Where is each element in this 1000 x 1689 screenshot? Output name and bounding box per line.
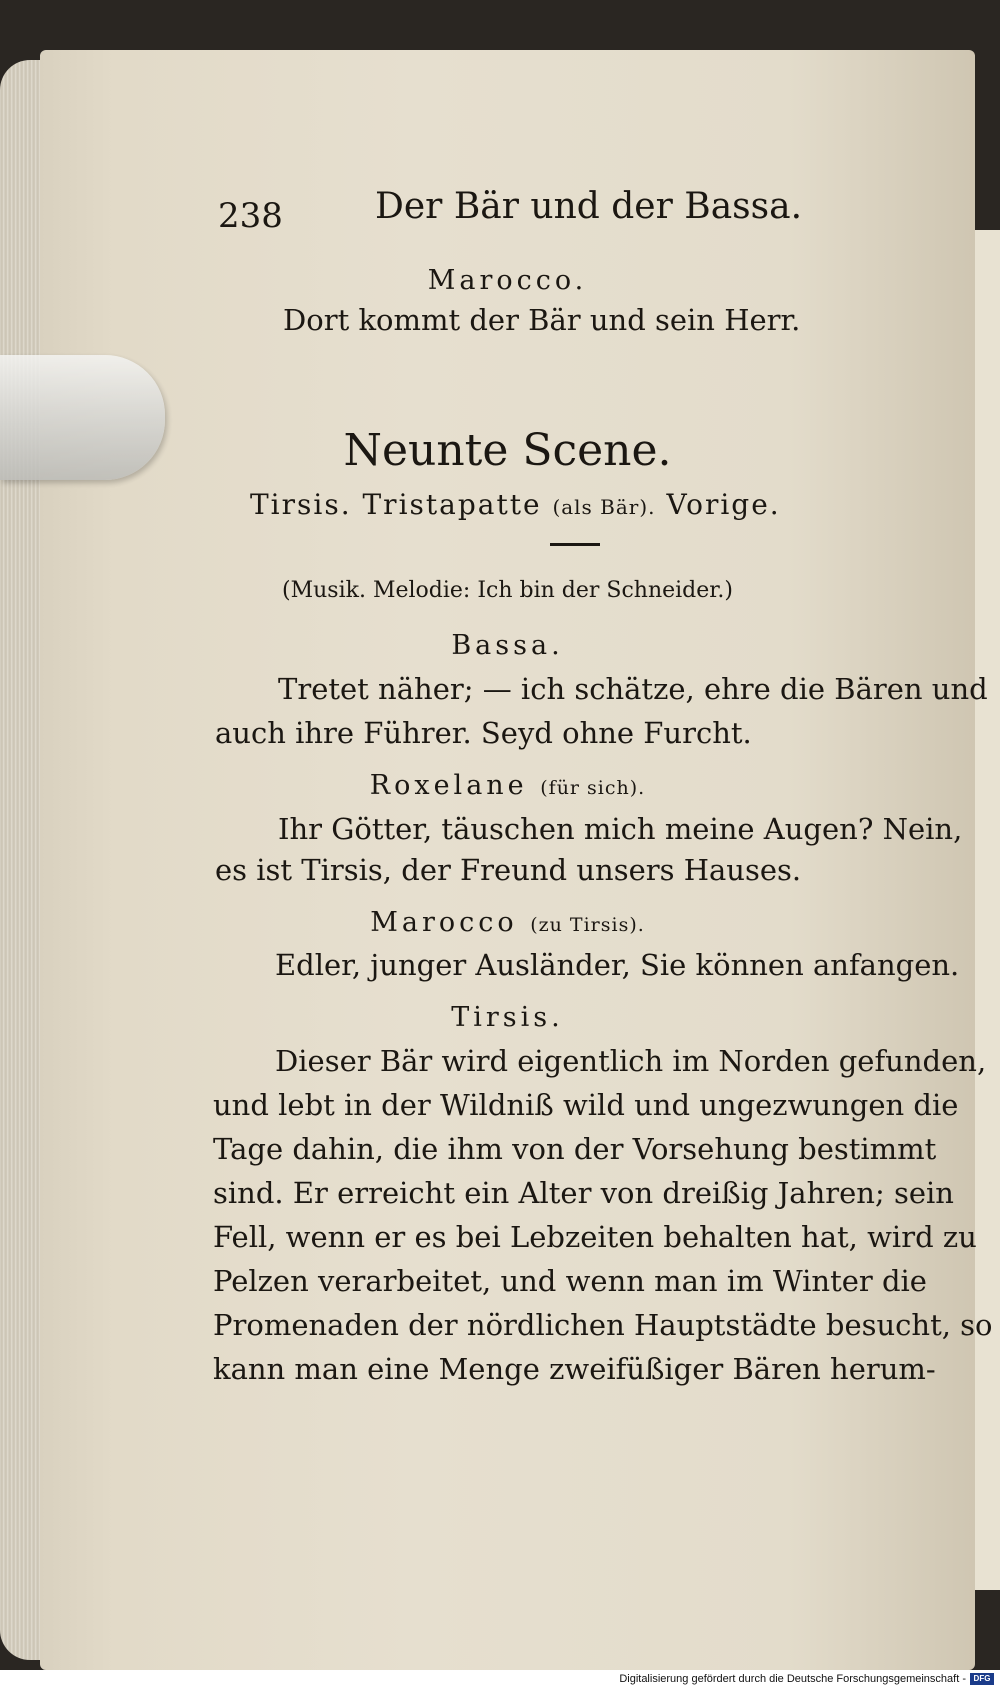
page-number: 238 [218,196,283,236]
stage-direction: (zu Tirsis). [530,914,645,936]
scene-title: Neunte Scene. [343,425,672,476]
footer-credit: Digitalisierung gefördert durch die Deutsche Forschungsgemeinschaft - [619,1673,966,1685]
speaker-label [40,907,975,938]
music-direction: (Musik. Melodie: Ich bin der Schneider.) [282,578,733,603]
running-title: Der Bär und der Bassa. [375,186,803,227]
speaker-label [40,770,975,801]
cast-rest: Vorige. [666,488,781,521]
text-line: Edler, junger Ausländer, Sie können anfangen. [275,948,960,982]
cast-list [250,488,781,521]
text-line: Dort kommt der Bär und sein Herr. [283,303,801,337]
cast-names: Tirsis. Tristapatte [250,488,542,521]
text-line: kann man eine Menge zweifüßiger Bären herum- [213,1352,936,1386]
speaker-label: Bassa. [451,630,564,661]
scene-divider [550,543,600,546]
text-line: Ihr Götter, täuschen mich meine Augen? Nein, [278,812,963,846]
speaker-name: Roxelane [369,770,528,801]
digitization-footer [0,1670,1000,1689]
text-line: Tretet näher; — ich schätze, ehre die Bären und [278,672,988,706]
text-line: Dieser Bär wird eigentlich im Norden gefunden, [275,1044,987,1078]
text-line: auch ihre Führer. Seyd ohne Furcht. [215,716,752,750]
text-line: es ist Tirsis, der Freund unsers Hauses. [215,853,802,887]
stage-direction: (für sich). [540,777,646,799]
dfg-logo: DFG [970,1673,994,1685]
speaker-label: Tirsis. [451,1002,564,1033]
text-line: Fell, wenn er es bei Lebzeiten behalten hat, wird zu [213,1220,977,1254]
text-line: und lebt in der Wildniß wild und ungezwungen die [213,1088,959,1122]
text-line: sind. Er erreicht ein Alter von dreißig Jahren; sein [213,1176,954,1210]
speaker-name: Marocco [370,907,518,938]
text-line: Promenaden der nördlichen Hauptstädte besucht, so [213,1308,993,1342]
speaker-label: Marocco. [427,265,588,296]
text-line: Tage dahin, die ihm von der Vorsehung bestimmt [213,1132,937,1166]
stage-direction: (als Bär). [552,495,656,519]
text-line: Pelzen verarbeitet, und wenn man im Winter die [213,1264,927,1298]
